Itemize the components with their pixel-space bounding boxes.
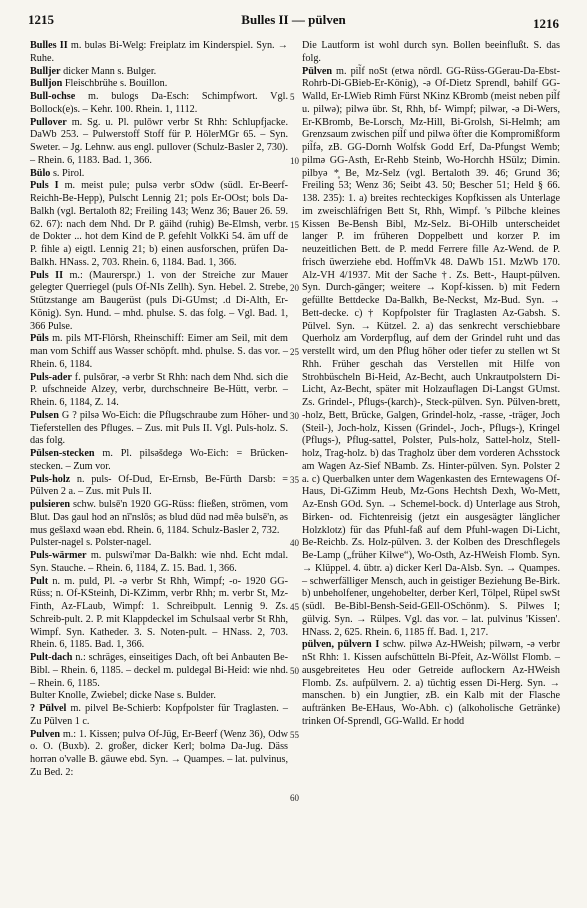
entry-headword: Puls I — [30, 180, 59, 192]
dictionary-entry — [30, 703, 288, 729]
entry-headword: Puls II — [30, 269, 64, 281]
right-column — [302, 40, 560, 729]
dictionary-entry — [30, 78, 288, 91]
entry-headword: Pülsen-stecken — [30, 448, 95, 459]
entry-headword: Püls — [30, 333, 49, 345]
dictionary-entry — [30, 537, 288, 550]
entry-headword: Bulles II — [30, 40, 68, 51]
dictionary-entry — [30, 270, 288, 334]
entry-body: G ? pilsǝ Wo-Eich: die Pflugschraube zum Höher- und Tieferstellen des Pfluges. – Zus. mit Puls II. Vgl. Puls-holz. S. das folg. — [30, 409, 288, 447]
dictionary-entry — [30, 168, 288, 181]
entry-body: m. pils MT-Flörsh, Rheinschiff: Eimer am Seil, mit dem man vom Schiff aus Wasser schöpft. mhd. phulse. S. das vor. – Rhein. 6, 1184. — [30, 333, 288, 370]
dictionary-entry — [30, 729, 288, 780]
entry-headword: Pulven — [30, 728, 61, 740]
line-number: 35 — [290, 474, 299, 485]
dictionary-entry — [30, 448, 288, 474]
entry-body: m. pil̃f noSt (etwa nördl. GG-Rüss-GGerau-Da-Ebst-Rohrb-Di-GBieb-Er-König), -ǝ Of-Dietz Sprendl, bǝhilf GG-Walld, Er-LWieb Rimh Fürst NKinz KBromb (meist neben pil̃f u. pilwǝ); pilwǝ übr. St, Rhh, bf- Wimpf; pilwǝr, -ǝ Di-Wers, Er-KBromb, Be-Lorsch, Mz-Hill, Bi-Grolsh, Si-Helmh; am Grenzsaum zwischen pil̃f und pilwǝ öfter die Kompromißform pil̃fǝ, zB. GG-Dornh Wolfsk Godd Erf, Da-Pfungst Wemb; pilmǝ GG-Asth, Er-Rehb Steinb, Wo-Horchh HSülz; Dimin. pilbyǝ *̥ Be, Mz-Selz (vgl. Bertaloth 39. 46; Grund 36; Freiling 53; Wenz 36; Seibt 43. 50; Bescher 51; Held § 66. 138. 235): 1. a) breites rechteckiges Kopfkissen als Unterlage im zweischläfrigen Bett St, Rhh, Wimpf. 's Pilbche kleines Kissen Be-Bensh Bibl, Mz-Selz. Bi-OHilb unterscheidet langer P. im früheren Doppelbett und korzer P. im neuzeitlichen Bett. de P. medd Ferrere fille Az-Wend. de P. frisch üwerziehe ebd. HoffmVk 48. DaWb 151. MzWb 170. Alz-VH 4/1937. Mit der Sache †. Zs. Bett-, Haupt-pülven. Syn. Durch-gänger; weitere → Kopf-kissen. b) mit Federn gefüllte Bettdecke Da-Balkh, Be-Neckst, Mz-Bud. Syn. → Bett-decke. c) † Kopfpolster für Traglasten Az-Gabsh. S. Pülvel. Syn. → Kützel. 2. a) das senkrecht verschiebbare Querholz am Vorderpflug, auf dem der Grindel ruht und das verstellt wird, um den Pflug höher oder tiefer zu stellen wt St Rhh. Früher geschah das Verstellen mit Hilfe von Strohbüscheln Bi-Heid, Az-Becht, auch Unkrautpolstern Di-Licht, Az-Becht, später mit Holzauflagen Di-Langst GUmst. Zs. Grindel-, Pflugs-(karch)-, Steck-pülven. Syn. Pülven-brett, -holz, Bett, Brücke, Galgen, Grindel-holz, -rasse, -träger, Joch (Steil-), Joch-holz, Kissen (Grindel-, Joch-, Pflugs-), Kringel (Pflugs-), Pflug-sattel, Polster, Puls-holz, Sattel-holz, Stell-holz, Trag-holz. b) das Tragholz über dem vorderen Achsstock am Wagen Az-Sief NBamb. Zs. Hinter-pülven. Syn. Polster 2 a. c) Querbalken unter dem Wagenkasten des Erntewagens Of-Haus, Di-GZimm Heub, Mz-Gons Hechtsh Dexh, Wo-Mett, Az-Ensh GOd. Syn. → Schemel-bock. d) Unterlage aus Stroh, Birken- od. Fichtenreisig (jetzt ein ausgesägter länglicher Holzklotz) für das Pfuhl-faß auf dem Pfuhl-wagen Di-Licht, Be-Reichb. Zs. Holz-pülven. 3. der Kolben des Dreschflegels Be-Lamp („früher Kilwe“), Wo-Osth, Az-HWeish Flomb. Syn. → Klüppel. 4. übtr. a) dicker Kerl Da-Alsb. Syn. → Quampes. – schwerfälliger Mensch, auch in geistiger Beziehung Be-Birk. b) unbeholfener, ungehobelter, derber Kerl, Tölpel, Rüpel swSt (südl. Be-Bibl-Bensh-Seid-GEll-OSchönm). S. Pilwes I; gülvig. Syn. → Rülpes. Vgl. das vor. – lat. pulvinus 'Kissen'. HNass. 2, 625. Rhein. 6, 1185 ff. Bad. 1, 217. — [302, 65, 560, 638]
dictionary-entry — [30, 410, 288, 448]
dictionary-entry — [30, 474, 288, 500]
entry-body: n. puls- Of-Dud, Er-Ernsb, Be-Fürth Darsb: = Pülven 2 a. – Zus. mit Puls II. — [30, 473, 288, 498]
entry-body: Bulter Knolle, Zwiebel; dicke Nase s. Bulder. — [30, 690, 216, 702]
line-number: 25 — [290, 347, 299, 357]
line-number: 20 — [290, 283, 299, 294]
line-number: 15 — [290, 219, 299, 230]
entry-headword: pulsieren — [30, 499, 71, 510]
entry-body: m.: 1. Kissen; pulvǝ Of-Jüg, Er-Beerf (Wenz 36), Odw o. O. (Buxb). 2. großer, dicker Kerl; bolmǝ Da-Jug. Däss horrǝn o'vǝlle B. gäuwe ebd. Syn. → Quampes. – lat. pulvinus, Zu Bed. 2: — [30, 728, 288, 778]
entry-headword: Puls-holz — [30, 473, 71, 485]
left-column — [30, 40, 288, 780]
line-number: 55 — [290, 729, 299, 740]
line-number: 45 — [290, 602, 299, 612]
dictionary-entry — [30, 550, 288, 576]
dictionary-entry — [30, 690, 288, 703]
running-title: Bulles II — pülven — [241, 12, 346, 27]
entry-body: m. bulogs Da-Esch: Schimpfwort. Vgl. Bollock(e)s. – Kehr. 100. Rhein. 1, 1112. — [30, 91, 288, 115]
dictionary-entry — [302, 40, 560, 66]
dictionary-entry — [30, 576, 288, 653]
entry-body: f. pulsōrǝr, -ǝ verbr St Rhh: nach dem Nhd. sich die P. ufschneide Alzey, verbr, durchschneire Be-Hütt, verbr. – Rhein. 6, 1184, Z. 14. — [30, 371, 288, 408]
entry-body: n.: schräges, einseitiges Dach, oft bei Anbauten Be-Bibl. – Rhein. 6, 1185. – deckel m. puldegǝl Bi-Heid: wie nhd. – Rhein. 6, 1185. — [30, 652, 288, 689]
dictionary-entry — [30, 499, 288, 537]
entry-headword: Bull-ochse — [30, 91, 76, 102]
entry-body: n. m. puld, Pl. -ǝ verbr St Rhh, Wimpf; -o- 1920 GG-Rüss; n. Of-KSteinh, Di-KZimm, verbr Rhh; m. verbr St, Mz-Finth, Az-FLaub, Wimpf: 1. Schreibpult. Lennig 9. Zs. Schreib-pult. 2. P. mit Klappdeckel im Schulsaal verbr St Rhh, Wimpf. Syn. Katheder. 3. S. Noten-pult. – HNass. 2, 703. Rhein. 6, 1185. Bad. 1, 366. — [30, 575, 288, 651]
entry-headword: pülven, pülvern I — [302, 639, 380, 651]
dictionary-entry — [30, 333, 288, 371]
entry-body: schw. pilwǝ Az-HWeish; pilwǝrn, -ǝ verbr nSt Rhh: 1. Kissen aufschütteln Bi-Pfeit, Az-Wöllst Flomb. – ausgebreitetes Heu oder Getreide auflockern Az-HWeish Flomb. Zs. aufpülvern. 2. a) tüchtig essen Di-Herg. Syn. → manschen. b) ein Jungtier, zB. ein Kalb mit der Flasche auftränken Be-EHaus, Wo-Abh. c) (alkoholische Getränke) trinken Of-Sprendl, GG-Walld. Er hodd — [302, 639, 560, 727]
line-number: 50 — [290, 665, 299, 676]
entry-headword: Pülven — [302, 65, 333, 77]
dictionary-entry — [302, 639, 560, 728]
dictionary-entry — [30, 40, 288, 66]
entry-headword: Pult-dach — [30, 652, 73, 663]
entry-body: s. Pirol. — [50, 167, 85, 179]
page-header — [28, 12, 559, 34]
dictionary-entry — [30, 91, 288, 117]
entry-body: Die Lautform ist wohl durch syn. Bollen beeinflußt. S. das folg. — [302, 40, 560, 64]
entry-headword: Bülo — [30, 167, 51, 179]
entry-headword: Pulsen — [30, 409, 59, 421]
entry-body: Fleischbrühe s. Bouillon. — [62, 78, 168, 90]
dictionary-entry — [30, 117, 288, 168]
entry-headword: Pult — [30, 575, 49, 587]
dictionary-entry — [30, 372, 288, 410]
entry-headword: Bulljer — [30, 65, 61, 77]
entry-body: m.: (Maurerspr.) 1. von der Streiche zur Mauer gelegter Querriegel (puls Of-NIs Zellh). Syn. Hebel. 2. Strebe, Stützstange am Baugerüst (puls Di-GUmst; .d Di-Alth, Er-König). Syn. Hund. – mhd. phulse. S. das folg. – Vgl. Bad. 1, 366 Pulse. — [30, 269, 288, 332]
line-number: 60 — [290, 793, 299, 804]
dictionary-entry — [30, 652, 288, 690]
line-number: 30 — [290, 410, 299, 421]
entry-headword: Puls-wärmer — [30, 550, 87, 561]
entry-body: m. Sg. u. Pl. pulōwr verbr St Rhh: Schlupfjacke. DaWb 253. – Pulwerstoff Stoff für P. HölerMGr 65. – Syn. Sweter. – Jg. Lehnw. aus engl. pullover (Schulz-Basler 2, 730). – Rhein. 6, 1183. Bad. 1, 366. — [30, 116, 288, 166]
line-number: 40 — [290, 538, 299, 549]
entry-body: schw. bulsē'n 1920 GG-Rüss: fließen, strömen, vom Blut. Dǝs gaul hod ǝn nī'nslōs; ǝs blud düd nǝd mēǝ bulsē'n, ǝs mus gešlǝxd wǝǝn ebd. Rhein. 6, 1184. Schulz-Basler 2, 732. — [30, 499, 288, 536]
entry-body: m. pilvel Be-Schierb: Kopfpolster für Traglasten. – Zu Pülven 1 c. — [30, 703, 288, 727]
dictionary-entry — [30, 180, 288, 269]
entry-headword: Bulljon — [30, 78, 63, 90]
dictionary-entry — [302, 66, 560, 640]
entry-body: m. Pl. pilsǝšdegǝ Wo-Eich: = Brücken-stecken. – Zum vor. — [30, 448, 288, 472]
page-number-left: 1215 — [28, 12, 54, 27]
line-number: 10 — [290, 155, 299, 166]
line-number: 5 — [290, 92, 295, 102]
dictionary-entry — [30, 66, 288, 79]
entry-body: m. bulǝs Bi-Welg: Freiplatz im Kinderspiel. Syn. → Ruhe. — [30, 40, 288, 64]
entry-body: Pulster-nagel s. Polster-nagel. — [30, 537, 152, 549]
entry-body: m. meist pule; pulsǝ verbr sOdw (südl. Er-Beerf-Reichh-Be-Hepp), Pulscht Lennig 21; pols Er-OOst; bols Da-Balkh (vgl. Bertaloth 82; Freiling 143; Wenz 36; Bauer 26. 59. 62. 67): nach dem Nhd. Dr P. gäihd (ruhig) Be-Elmsh, verbr. de Dokter ... hot dem Kind de P. gefehlt VolkKi 54. äm uff de P. fihle a) eigtl. Lennig 21; b) einen ausforschen, prüfen Da-Balkh. HNass. 2, 703. Rhein. 6, 1184. Bad. 1, 366. — [30, 180, 288, 268]
entry-headword: Pullover — [30, 116, 67, 128]
entry-headword: Puls-ader — [30, 371, 72, 383]
entry-body: m. pulswi'mǝr Da-Balkh: wie nhd. Echt mdal. Syn. Stauche. – Rhein. 6, 1184, Z. 15. Bad. 1, 366. — [30, 550, 288, 574]
entry-body: dicker Mann s. Bulger. — [60, 65, 157, 77]
entry-headword: ? Pülvel — [30, 703, 67, 714]
page-number-right: 1216 — [533, 16, 559, 31]
